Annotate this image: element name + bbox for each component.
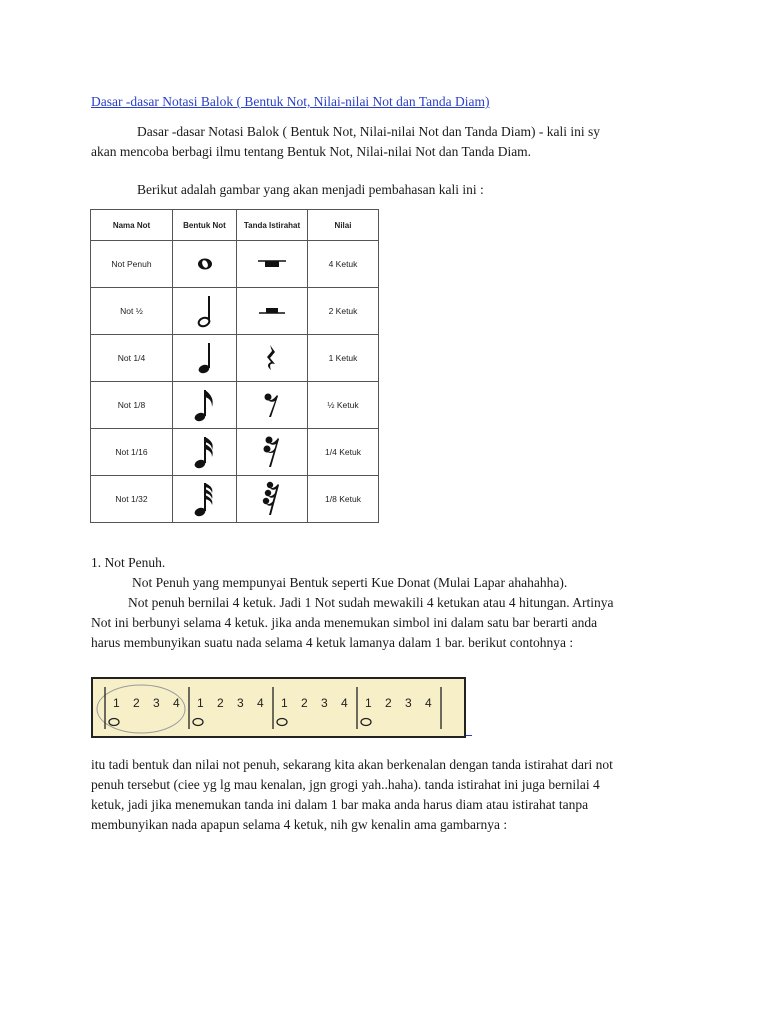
beat-count: 4 bbox=[341, 696, 348, 710]
beat-count: 3 bbox=[153, 696, 160, 710]
whole-note-icon bbox=[277, 719, 287, 726]
row-value: 1/8 Ketuk bbox=[308, 476, 379, 523]
row-name: Not Penuh bbox=[91, 241, 173, 288]
row-name: Not 1/16 bbox=[91, 429, 173, 476]
beat-count: 4 bbox=[425, 696, 432, 710]
thirty-second-note-icon bbox=[173, 480, 236, 518]
header-bentuk-not: Bentuk Not bbox=[173, 210, 237, 241]
section-line-1: Not Penuh yang mempunyai Bentuk seperti Kue Donat (Mulai Lapar ahahahha). bbox=[132, 575, 568, 590]
table-row bbox=[91, 476, 379, 523]
quarter-rest-icon bbox=[237, 343, 307, 373]
table-row bbox=[91, 288, 379, 335]
section-line-4: harus membunyikan suatu nada selama 4 ketuk lamanya dalam 1 bar. berikut contohnya : bbox=[91, 635, 574, 650]
row-name: Not ½ bbox=[91, 288, 173, 335]
row-name: Not 1/8 bbox=[91, 382, 173, 429]
half-rest-icon bbox=[237, 304, 307, 318]
row-name: Not 1/4 bbox=[91, 335, 173, 382]
row-value: 2 Ketuk bbox=[308, 288, 379, 335]
beat-count: 1 bbox=[113, 696, 120, 710]
beat-count: 1 bbox=[197, 696, 204, 710]
table-row bbox=[91, 335, 379, 382]
beat-count: 2 bbox=[301, 696, 308, 710]
table-row bbox=[91, 382, 379, 429]
whole-note-icon bbox=[361, 719, 371, 726]
beat-count: 3 bbox=[321, 696, 328, 710]
note-values-table bbox=[90, 209, 379, 523]
closing-line-2: penuh tersebut (ciee yg lg mau kenalan, jgn grogi yah..haha). tanda istirahat ini juga bernilai 4 bbox=[91, 777, 600, 792]
sixteenth-rest-icon bbox=[237, 435, 307, 469]
intro-line-2: akan mencoba berbagi ilmu tentang Bentuk Not, Nilai-nilai Not dan Tanda Diam. bbox=[91, 144, 532, 159]
closing-line-4: membunyikan nada apapun selama 4 ketuk, nih gw kenalin ama gambarnya : bbox=[91, 817, 508, 832]
table-row bbox=[91, 429, 379, 476]
article-title-link[interactable]: Dasar -dasar Notasi Balok ( Bentuk Not, Nilai-nilai Not dan Tanda Diam) bbox=[91, 94, 490, 109]
table-row bbox=[91, 241, 379, 288]
image-link-underline bbox=[466, 735, 472, 736]
beat-count: 2 bbox=[385, 696, 392, 710]
intro-line-1: Dasar -dasar Notasi Balok ( Bentuk Not, Nilai-nilai Not dan Tanda Diam) - kali ini sy bbox=[137, 124, 600, 139]
eighth-note-icon bbox=[173, 387, 236, 423]
intro-line-3: Berikut adalah gambar yang akan menjadi pembahasan kali ini : bbox=[137, 182, 484, 197]
thirty-second-rest-icon bbox=[237, 481, 307, 517]
beat-count: 4 bbox=[257, 696, 264, 710]
section-not-penuh bbox=[91, 553, 614, 653]
whole-note-icon bbox=[109, 719, 119, 726]
row-name: Not 1/32 bbox=[91, 476, 173, 523]
closing-line-1: itu tadi bentuk dan nilai not penuh, sekarang kita akan berkenalan dengan tanda istirahat dari not bbox=[91, 757, 613, 772]
header-nilai: Nilai bbox=[308, 210, 379, 241]
row-value: ½ Ketuk bbox=[308, 382, 379, 429]
whole-rest-icon bbox=[237, 257, 307, 271]
section-line-3: Not ini berbunyi selama 4 ketuk. jika anda menemukan simbol ini dalam satu bar berarti anda bbox=[91, 615, 598, 630]
row-value: 4 Ketuk bbox=[308, 241, 379, 288]
beat-count: 2 bbox=[217, 696, 224, 710]
eighth-rest-icon bbox=[237, 391, 307, 419]
quarter-note-icon bbox=[173, 341, 236, 375]
row-value: 1 Ketuk bbox=[308, 335, 379, 382]
beat-count: 2 bbox=[133, 696, 140, 710]
header-tanda-istirahat: Tanda Istirahat bbox=[237, 210, 308, 241]
whole-note-icon bbox=[193, 719, 203, 726]
row-value: 1/4 Ketuk bbox=[308, 429, 379, 476]
beat-count: 1 bbox=[365, 696, 372, 710]
section-heading: 1. Not Penuh. bbox=[91, 555, 166, 570]
first-measure-highlight bbox=[97, 685, 185, 733]
beat-count: 1 bbox=[281, 696, 288, 710]
beat-count: 4 bbox=[173, 696, 180, 710]
section-line-2: Not penuh bernilai 4 ketuk. Jadi 1 Not sudah mewakili 4 ketukan atau 4 hitungan. Artinya bbox=[128, 595, 614, 610]
intro-lead-paragraph bbox=[91, 180, 484, 200]
intro-paragraph bbox=[91, 122, 600, 162]
half-note-icon bbox=[173, 294, 236, 328]
table-header-row bbox=[91, 210, 379, 241]
sixteenth-note-icon bbox=[173, 434, 236, 470]
beat-count: 3 bbox=[237, 696, 244, 710]
header-nama-not: Nama Not bbox=[91, 210, 173, 241]
measure-strip-graphic bbox=[93, 679, 464, 736]
whole-note-icon bbox=[173, 256, 236, 272]
whole-note-example-strip bbox=[91, 677, 466, 738]
beat-count: 3 bbox=[405, 696, 412, 710]
closing-paragraph bbox=[91, 755, 613, 835]
closing-line-3: ketuk, jadi jika menemukan tanda ini dalam 1 bar maka anda harus diam atau istirahat tanpa bbox=[91, 797, 589, 812]
